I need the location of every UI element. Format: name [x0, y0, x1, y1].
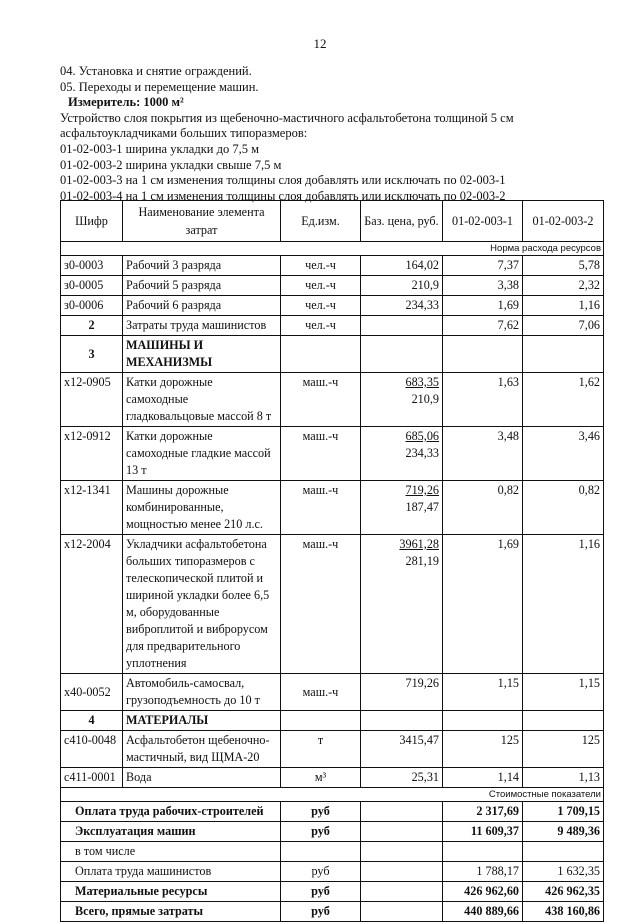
price-main: 685,06	[405, 429, 439, 443]
empty-cell	[361, 842, 443, 862]
intro-line: 05. Переходы и перемещение машин.	[60, 79, 259, 94]
row-unit: маш.-ч	[281, 481, 361, 535]
empty-cell	[443, 711, 523, 731]
total-unit: руб	[281, 902, 361, 922]
table-row	[61, 768, 604, 788]
row-value-2: 1,16	[523, 296, 604, 316]
header-name: Наименование элемента затрат	[123, 201, 281, 242]
table-row	[61, 535, 604, 674]
total-value-1: 2 317,69	[443, 802, 523, 822]
row-unit: чел.-ч	[281, 276, 361, 296]
row-code: з0-0003	[61, 256, 123, 276]
section-number: 2	[61, 316, 123, 336]
row-name: Автомобиль-самосвал, грузоподъемность до 10 т	[123, 674, 281, 711]
row-code: х12-2004	[61, 535, 123, 674]
total-label: Оплата труда машинистов	[61, 862, 281, 882]
header-row	[61, 201, 604, 242]
row-value-1: 7,62	[443, 316, 523, 336]
total-label: в том числе	[61, 842, 281, 862]
row-value-2: 7,06	[523, 316, 604, 336]
row-name: Катки дорожные самоходные гладковальцовые массой 8 т	[123, 373, 281, 427]
row-name: Машины дорожные комбинированные, мощностью менее 210 л.с.	[123, 481, 281, 535]
norms-table	[60, 200, 604, 922]
section-4-row	[61, 711, 604, 731]
row-price: 210,9	[361, 276, 443, 296]
row-value-1: 1,14	[443, 768, 523, 788]
price-secondary: 234,33	[405, 446, 439, 460]
table-row	[61, 373, 604, 427]
row-value-2: 1,16	[523, 535, 604, 674]
section-number: 3	[61, 336, 123, 373]
row-name: Асфальтобетон щебеночно-мастичный, вид ЩМА-20	[123, 731, 281, 768]
price-main: 719,26	[405, 483, 439, 497]
row-value-1: 0,82	[443, 481, 523, 535]
price-main: 683,35	[405, 375, 439, 389]
row-name: Вода	[123, 768, 281, 788]
total-value-1: 1 788,17	[443, 862, 523, 882]
row-code: с410-0048	[61, 731, 123, 768]
row-unit: маш.-ч	[281, 535, 361, 674]
row-name: Рабочий 5 разряда	[123, 276, 281, 296]
empty-cell	[361, 711, 443, 731]
row-price	[361, 535, 443, 674]
row-price	[361, 427, 443, 481]
row-value-2: 1,62	[523, 373, 604, 427]
description-line: Устройство слоя покрытия из щебеночно-мастичного асфальтобетона толщиной 5 см	[60, 110, 514, 125]
price-main: 3961,28	[399, 537, 439, 551]
total-value-1: 11 609,37	[443, 822, 523, 842]
row-unit: т	[281, 731, 361, 768]
row-price: 234,33	[361, 296, 443, 316]
page-number: 12	[313, 36, 327, 51]
description-line: 01-02-003-1 ширина укладки до 7,5 м	[60, 141, 259, 156]
empty-cell	[281, 336, 361, 373]
empty-cell	[523, 711, 604, 731]
table-row	[61, 427, 604, 481]
total-unit: руб	[281, 802, 361, 822]
header-price: Баз. цена, руб.	[361, 201, 443, 242]
empty-cell	[443, 336, 523, 373]
price-secondary: 281,19	[405, 554, 439, 568]
price-secondary: 187,47	[405, 500, 439, 514]
row-price: 25,31	[361, 768, 443, 788]
empty-cell	[361, 822, 443, 842]
section-title: МАШИНЫ И МЕХАНИЗМЫ	[123, 336, 281, 373]
total-unit: руб	[281, 862, 361, 882]
table-row	[61, 276, 604, 296]
row-price	[361, 481, 443, 535]
row-value-2: 125	[523, 731, 604, 768]
totals-row	[61, 802, 604, 822]
section-title: МАТЕРИАЛЫ	[123, 711, 281, 731]
norm-label-row	[61, 242, 604, 256]
total-value-2: 438 160,86	[523, 902, 604, 922]
row-value-2: 0,82	[523, 481, 604, 535]
total-label: Всего, прямые затраты	[61, 902, 281, 922]
total-label: Эксплуатация машин	[61, 822, 281, 842]
row-price: 3415,47	[361, 731, 443, 768]
row-price: 719,26	[361, 674, 443, 711]
row-unit: м³	[281, 768, 361, 788]
cost-label-row	[61, 788, 604, 802]
row-value-1: 1,15	[443, 674, 523, 711]
intro-line: 04. Установка и снятие ограждений.	[60, 64, 252, 78]
total-unit: руб	[281, 882, 361, 902]
total-value-2	[523, 842, 604, 862]
empty-cell	[361, 862, 443, 882]
row-value-1: 125	[443, 731, 523, 768]
row-unit: маш.-ч	[281, 674, 361, 711]
row-price	[361, 316, 443, 336]
row-name: Укладчики асфальтобетона больших типоразмеров с телескопической плитой и шириной укладки более 6,5 м, оборудованные виброплитой и виброрусом для предварительного уплотнения	[123, 535, 281, 674]
row-value-1: 1,69	[443, 535, 523, 674]
row-value-1: 3,38	[443, 276, 523, 296]
description-line: асфальтоукладчиками больших типоразмеров:	[60, 126, 308, 141]
total-value-2: 1 632,35	[523, 862, 604, 882]
description-line: 01-02-003-3 на 1 см изменения толщины слоя добавлять или исключать по 02-003-1	[60, 173, 506, 188]
total-value-1: 440 889,66	[443, 902, 523, 922]
total-value-2: 9 489,36	[523, 822, 604, 842]
row-price	[361, 373, 443, 427]
table-row	[61, 296, 604, 316]
row-code: х12-1341	[61, 481, 123, 535]
row-value-2: 3,46	[523, 427, 604, 481]
section-number: 4	[61, 711, 123, 731]
totals-row	[61, 822, 604, 842]
header-col1: 01-02-003-1	[443, 201, 523, 242]
row-value-1: 7,37	[443, 256, 523, 276]
empty-cell	[523, 336, 604, 373]
total-value-1: 426 962,60	[443, 882, 523, 902]
header-code: Шифр	[61, 201, 123, 242]
description-line: 01-02-003-2 ширина укладки свыше 7,5 м	[60, 157, 282, 172]
row-value-1: 3,48	[443, 427, 523, 481]
intro-block	[60, 64, 620, 204]
measure-heading: Измеритель: 1000 м²	[68, 95, 184, 110]
row-name: Рабочий 3 разряда	[123, 256, 281, 276]
total-value-2: 1 709,15	[523, 802, 604, 822]
totals-row	[61, 842, 604, 862]
description-line: 01-02-003-4 на 1 см изменения толщины слоя добавлять или исключать по 02-003-2	[60, 188, 506, 203]
table-row	[61, 731, 604, 768]
table-row	[61, 256, 604, 276]
row-value-2: 2,32	[523, 276, 604, 296]
section-2-row	[61, 316, 604, 336]
header-unit: Ед.изм.	[281, 201, 361, 242]
row-code: х12-0905	[61, 373, 123, 427]
row-name: Катки дорожные самоходные гладкие массой 13 т	[123, 427, 281, 481]
row-value-1: 1,63	[443, 373, 523, 427]
row-unit: чел.-ч	[281, 316, 361, 336]
row-code: х40-0052	[61, 674, 123, 711]
total-label: Оплата труда рабочих-строителей	[61, 802, 281, 822]
section-3-row	[61, 336, 604, 373]
cost-label: Стоимостные показатели	[61, 788, 604, 802]
total-label: Материальные ресурсы	[61, 882, 281, 902]
empty-cell	[361, 336, 443, 373]
row-value-2: 5,78	[523, 256, 604, 276]
row-value-2: 1,13	[523, 768, 604, 788]
row-unit: чел.-ч	[281, 256, 361, 276]
total-unit: руб	[281, 822, 361, 842]
row-unit: маш.-ч	[281, 373, 361, 427]
table-row	[61, 674, 604, 711]
price-secondary: 210,9	[411, 392, 439, 406]
row-code: з0-0006	[61, 296, 123, 316]
norm-label: Норма расхода ресурсов	[61, 242, 604, 256]
totals-row	[61, 882, 604, 902]
total-value-1	[443, 842, 523, 862]
row-code: с411-0001	[61, 768, 123, 788]
row-unit: маш.-ч	[281, 427, 361, 481]
total-unit	[281, 842, 361, 862]
empty-cell	[361, 802, 443, 822]
row-unit: чел.-ч	[281, 296, 361, 316]
row-value-1: 1,69	[443, 296, 523, 316]
empty-cell	[281, 711, 361, 731]
row-code: з0-0005	[61, 276, 123, 296]
empty-cell	[361, 882, 443, 902]
totals-row	[61, 862, 604, 882]
header-col2: 01-02-003-2	[523, 201, 604, 242]
row-code: х12-0912	[61, 427, 123, 481]
row-value-2: 1,15	[523, 674, 604, 711]
row-name: Затраты труда машинистов	[123, 316, 281, 336]
row-price: 164,02	[361, 256, 443, 276]
total-value-2: 426 962,35	[523, 882, 604, 902]
table-row	[61, 481, 604, 535]
row-name: Рабочий 6 разряда	[123, 296, 281, 316]
